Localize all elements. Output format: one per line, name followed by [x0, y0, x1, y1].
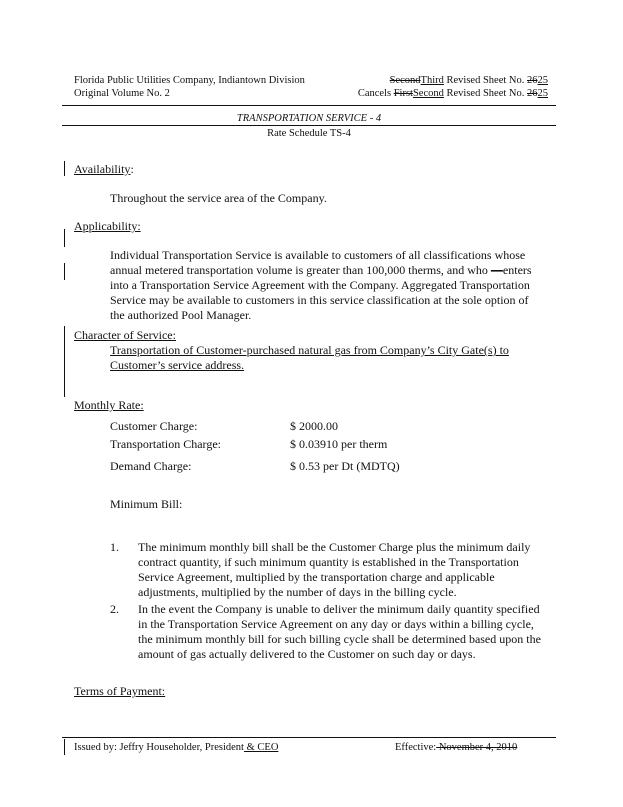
volume-number: Original Volume No. 2 — [74, 88, 170, 99]
list-item-line: in the Transportation Service Agreement on any day or days within a billing cycle, — [138, 617, 534, 631]
applicability-line: into a Transportation Service Agreement with the Company. Aggregated Transportation — [110, 278, 530, 292]
list-item-line: Service Agreement, multiplied by the transportation charge and applicable — [138, 570, 495, 584]
cancels-inserted-no: 25 — [537, 88, 548, 99]
footer-rule — [62, 737, 556, 738]
cancels-suffix: Revised Sheet No. — [443, 88, 527, 99]
list-item-line: contract quantity, if such minimum quantity is established in the Transportation — [138, 555, 519, 569]
applicability-heading: Applicability: — [74, 219, 141, 233]
applicability-line: the authorized Pool Manager. — [110, 308, 252, 322]
sheet-number — [390, 74, 548, 87]
change-bar — [64, 326, 65, 397]
list-item-line: adjustments, multiplied by the number of days in the billing cycle. — [138, 585, 457, 599]
cancels-inserted-word: Second — [412, 88, 444, 99]
rate-value: $ 0.53 per Dt (MDTQ) — [290, 459, 400, 473]
monthly-rate-heading: Monthly Rate: — [74, 398, 144, 412]
rate-label: Customer Charge: — [110, 419, 198, 433]
rate-label: Demand Charge: — [110, 459, 192, 473]
minimum-bill-heading: Minimum Bill: — [110, 497, 183, 511]
header-rule — [62, 105, 556, 106]
sheet-struck-word: Second — [389, 75, 421, 86]
cancels-sheet — [358, 87, 548, 100]
rate-value: $ 2000.00 — [290, 419, 338, 433]
list-item-line: the minimum monthly bill for such billing cycle shall be determined based upon the — [138, 632, 541, 646]
list-item-line: The minimum monthly bill shall be the Customer Charge plus the minimum daily — [138, 540, 531, 554]
applicability-line: annual metered transportation volume is greater than 100,000 therms, and who —enters — [110, 263, 532, 277]
sheet-inserted-no: 25 — [537, 75, 548, 86]
cancels-struck-word: First — [393, 88, 413, 99]
rate-label: Transportation Charge: — [110, 437, 221, 451]
list-item-line: In the event the Company is unable to deliver the minimum daily quantity specified — [138, 602, 540, 616]
change-bar — [64, 161, 65, 176]
sheet-inserted-word: Third — [420, 75, 444, 86]
cancels-struck-no: 26 — [527, 88, 538, 99]
availability-heading: Availability: — [74, 162, 134, 176]
cancels-prefix: Cancels — [357, 88, 394, 99]
rate-schedule-title: Rate Schedule TS-4 — [267, 128, 351, 139]
sheet-suffix: Revised Sheet No. — [443, 75, 527, 86]
sheet-struck-no: 26 — [527, 75, 538, 86]
issued-by: Issued by: Jeffry Householder, President & CEO — [74, 742, 279, 753]
title-rule — [62, 125, 556, 126]
change-bar — [64, 229, 65, 247]
character-line: Customer’s service address. — [110, 358, 245, 372]
applicability-line: Individual Transportation Service is available to customers of all classifications whose — [110, 248, 526, 262]
list-item-line: amount of gas actually delivered to the Customer on such day or days. — [138, 647, 476, 661]
character-line: Transportation of Customer-purchased natural gas from Company’s City Gate(s) to — [110, 343, 509, 357]
effective-date: Effective: November 4, 2010 — [395, 742, 518, 753]
service-title: TRANSPORTATION SERVICE - 4 — [236, 113, 382, 124]
rate-value: $ 0.03910 per therm — [290, 437, 388, 451]
list-item-number: 1. — [110, 540, 119, 554]
availability-text: Throughout the service area of the Company. — [110, 191, 327, 205]
company-name: Florida Public Utilities Company, Indiantown Division — [74, 75, 305, 86]
change-bar — [64, 263, 65, 280]
character-heading: Character of Service: — [74, 328, 176, 342]
applicability-line: Service may be available to customers in this service classification at the sole option of — [110, 293, 529, 307]
terms-heading: Terms of Payment: — [74, 684, 166, 698]
list-item-number: 2. — [110, 602, 119, 616]
change-bar — [64, 739, 65, 755]
